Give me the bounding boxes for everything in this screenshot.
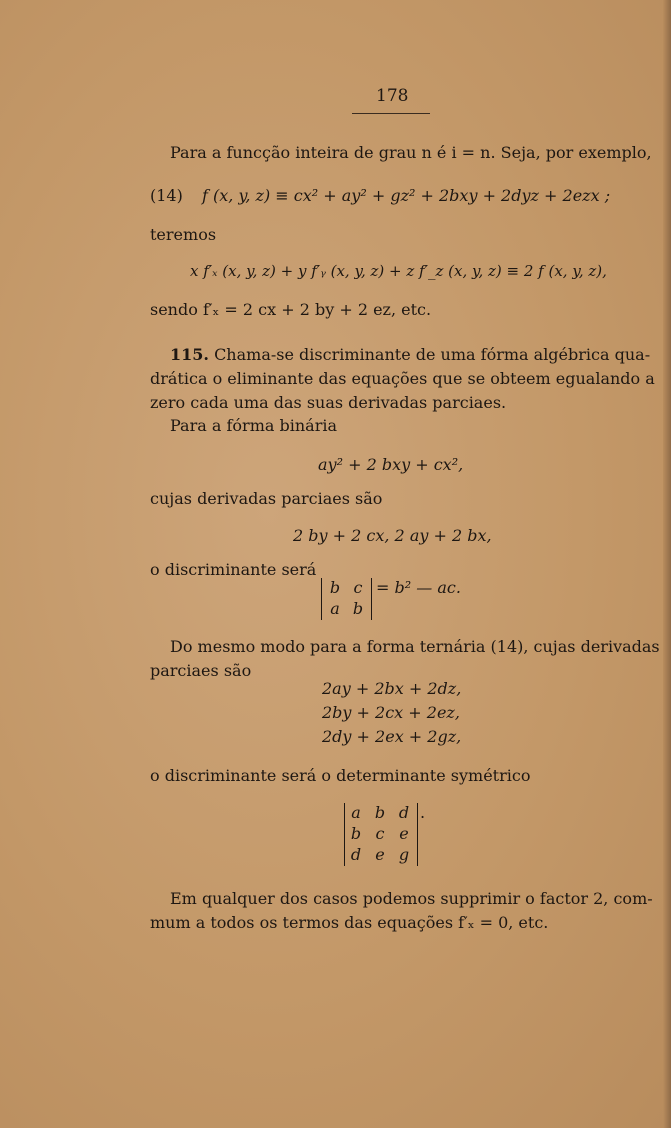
paragraph-115-text: Chama-se discriminante de uma fórma algébrica qua- (214, 345, 651, 364)
det3-cell: b (374, 803, 386, 822)
binary-intro: Para a fórma binária (170, 416, 337, 435)
determinant-2x2 (321, 578, 372, 620)
text-line-1: Para a funcção inteira de grau n é i = n. Seja, por exemplo, (170, 143, 652, 162)
ternary-line-2: parciaes são (150, 661, 252, 680)
text-sendo: sendo f′ₓ = 2 cx + 2 by + 2 ez, etc. (150, 300, 432, 319)
equation-14: f (x, y, z) ≡ cx² + ay² + gz² + 2bxy + 2dyz + 2ezx ; (202, 186, 611, 205)
symmetric-intro: o discriminante será o determinante symétrico (150, 766, 531, 785)
det3-period: . (420, 803, 426, 822)
det3-cell: g (398, 845, 410, 864)
paragraph-115-line-3: zero cada uma das suas derivadas parciaes. (150, 393, 507, 412)
section-number: 115. (170, 345, 209, 364)
det2-cell: b (329, 578, 341, 597)
paragraph-115-line-2: drática o eliminante das equações que se obteem egualando a (150, 369, 655, 388)
binary-derivatives: 2 by + 2 cx, 2 ay + 2 bx, (293, 526, 492, 545)
det2-cell: c (353, 578, 363, 597)
ternary-derivative-2: 2by + 2cx + 2ez, (322, 703, 460, 722)
ternary-derivative-3: 2dy + 2ex + 2gz, (322, 727, 462, 746)
det3-cell: a (351, 803, 361, 822)
ternary-derivative-1: 2ay + 2bx + 2dz, (322, 679, 462, 698)
det3-cell: b (350, 824, 362, 843)
determinant-3x3 (344, 803, 418, 866)
det3-cell: d (350, 845, 362, 864)
discriminant-intro: o discriminante será (150, 560, 317, 579)
det2-cell: a (330, 599, 340, 618)
final-line-2: mum a todos os termos das equações f′ₓ = 0, etc. (150, 913, 549, 932)
page-number-rule (352, 113, 430, 114)
det3-cell: d (398, 803, 410, 822)
page-edge (663, 0, 671, 1128)
det2-cell: b (352, 599, 364, 618)
det2-result: = b² — ac. (376, 578, 461, 597)
binary-form: ay² + 2 bxy + cx², (318, 455, 464, 474)
det3-cell: e (375, 845, 385, 864)
ternary-line-1: Do mesmo modo para a forma ternária (14), cujas derivadas (170, 637, 660, 656)
euler-equation: x f′ₓ (x, y, z) + y f′ᵧ (x, y, z) + z f′_z (x, y, z) ≡ 2 f (x, y, z), (190, 262, 607, 280)
final-line-1: Em qualquer dos casos podemos supprimir o factor 2, com- (170, 889, 653, 908)
cujas-derivadas-binary: cujas derivadas parciaes são (150, 489, 383, 508)
text-teremos: teremos (150, 225, 217, 244)
equation-label-14: (14) (150, 186, 183, 205)
page-number: 178 (376, 86, 409, 106)
det3-cell: c (375, 824, 385, 843)
det3-cell: e (399, 824, 409, 843)
paragraph-115-line-1 (170, 345, 651, 364)
